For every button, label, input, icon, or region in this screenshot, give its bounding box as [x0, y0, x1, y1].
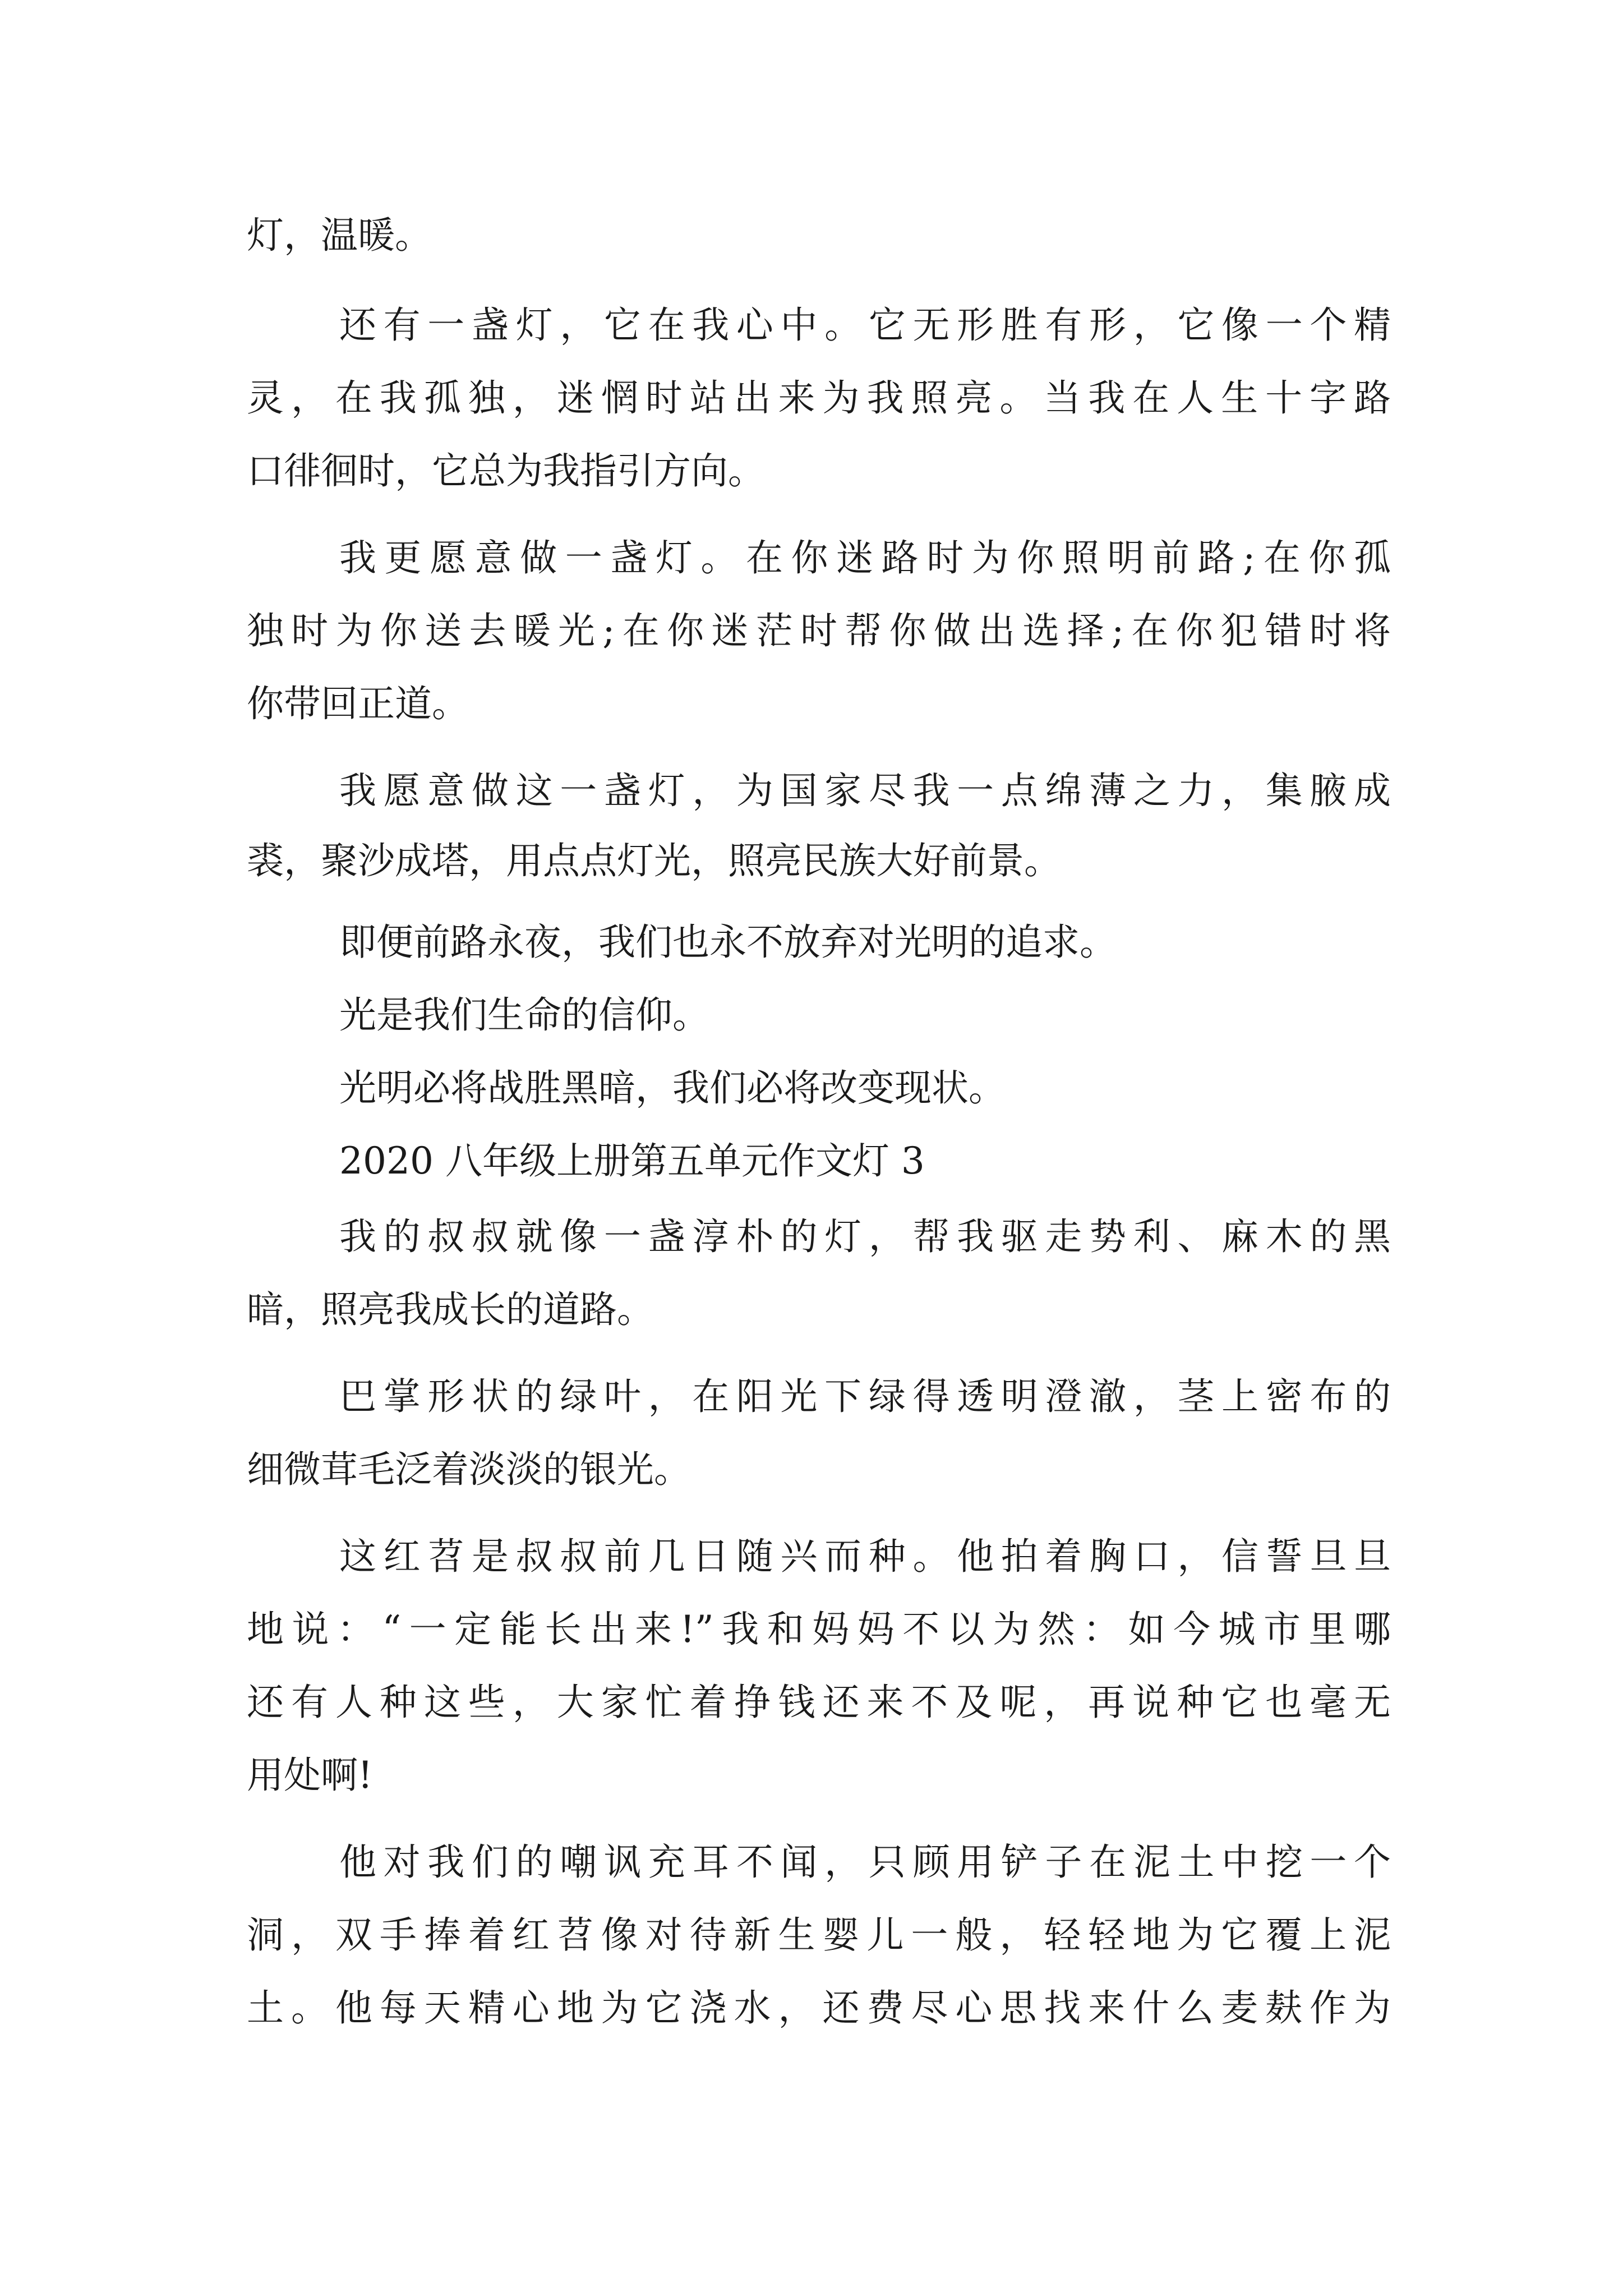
text-line: 细微茸毛泛着淡淡的银光。: [247, 1448, 691, 1491]
text-line: 光明必将战胜黑暗，我们必将改变现状。: [339, 1066, 1006, 1110]
text-line: 地说：“一定能长出来!”我和妈妈不以为然：如今城市里哪: [247, 1608, 1391, 1651]
text-line: 还有一盏灯，它在我心中。它无形胜有形，它像一个精: [339, 303, 1391, 347]
text-line: 暗，照亮我成长的道路。: [247, 1288, 654, 1331]
text-line: 你带回正道。: [247, 682, 469, 725]
text-line: 光是我们生命的信仰。: [339, 993, 709, 1037]
text-line: 用处啊!: [247, 1754, 373, 1797]
text-line: 即便前路永夜，我们也永不放弃对光明的追求。: [339, 921, 1117, 964]
text-line: 灯，温暖。: [247, 214, 432, 257]
text-line: 这红苕是叔叔前几日随兴而种。他拍着胸口，信誓旦旦: [339, 1535, 1391, 1578]
text-line: 灵，在我孤独，迷惘时站出来为我照亮。当我在人生十字路: [247, 376, 1391, 420]
text-line: 还有人种这些，大家忙着挣钱还来不及呢，再说种它也毫无: [247, 1681, 1391, 1724]
text-line: 我更愿意做一盏灯。在你迷路时为你照明前路;在你孤: [339, 536, 1391, 579]
text-line: 我的叔叔就像一盏淳朴的灯，帮我驱走势利、麻木的黑: [339, 1215, 1391, 1258]
text-line: 土。他每天精心地为它浇水，还费尽心思找来什么麦麸作为: [247, 1986, 1391, 2030]
text-line: 我愿意做这一盏灯，为国家尽我一点绵薄之力，集腋成: [339, 769, 1391, 812]
text-line: 口徘徊时，它总为我指引方向。: [247, 449, 765, 493]
text-line: 独时为你送去暖光;在你迷茫时帮你做出选择;在你犯错时将: [247, 609, 1391, 652]
text-line: 巴掌形状的绿叶，在阳光下绿得透明澄澈，茎上密布的: [339, 1375, 1391, 1418]
text-line: 裘，聚沙成塔，用点点灯光，照亮民族大好前景。: [247, 839, 1061, 882]
text-line: 洞，双手捧着红苕像对待新生婴儿一般，轻轻地为它覆上泥: [247, 1913, 1391, 1957]
section-heading: 2020 八年级上册第五单元作文灯 3: [339, 1139, 925, 1182]
text-line: 他对我们的嘲讽充耳不闻，只顾用铲子在泥土中挖一个: [339, 1841, 1391, 1884]
